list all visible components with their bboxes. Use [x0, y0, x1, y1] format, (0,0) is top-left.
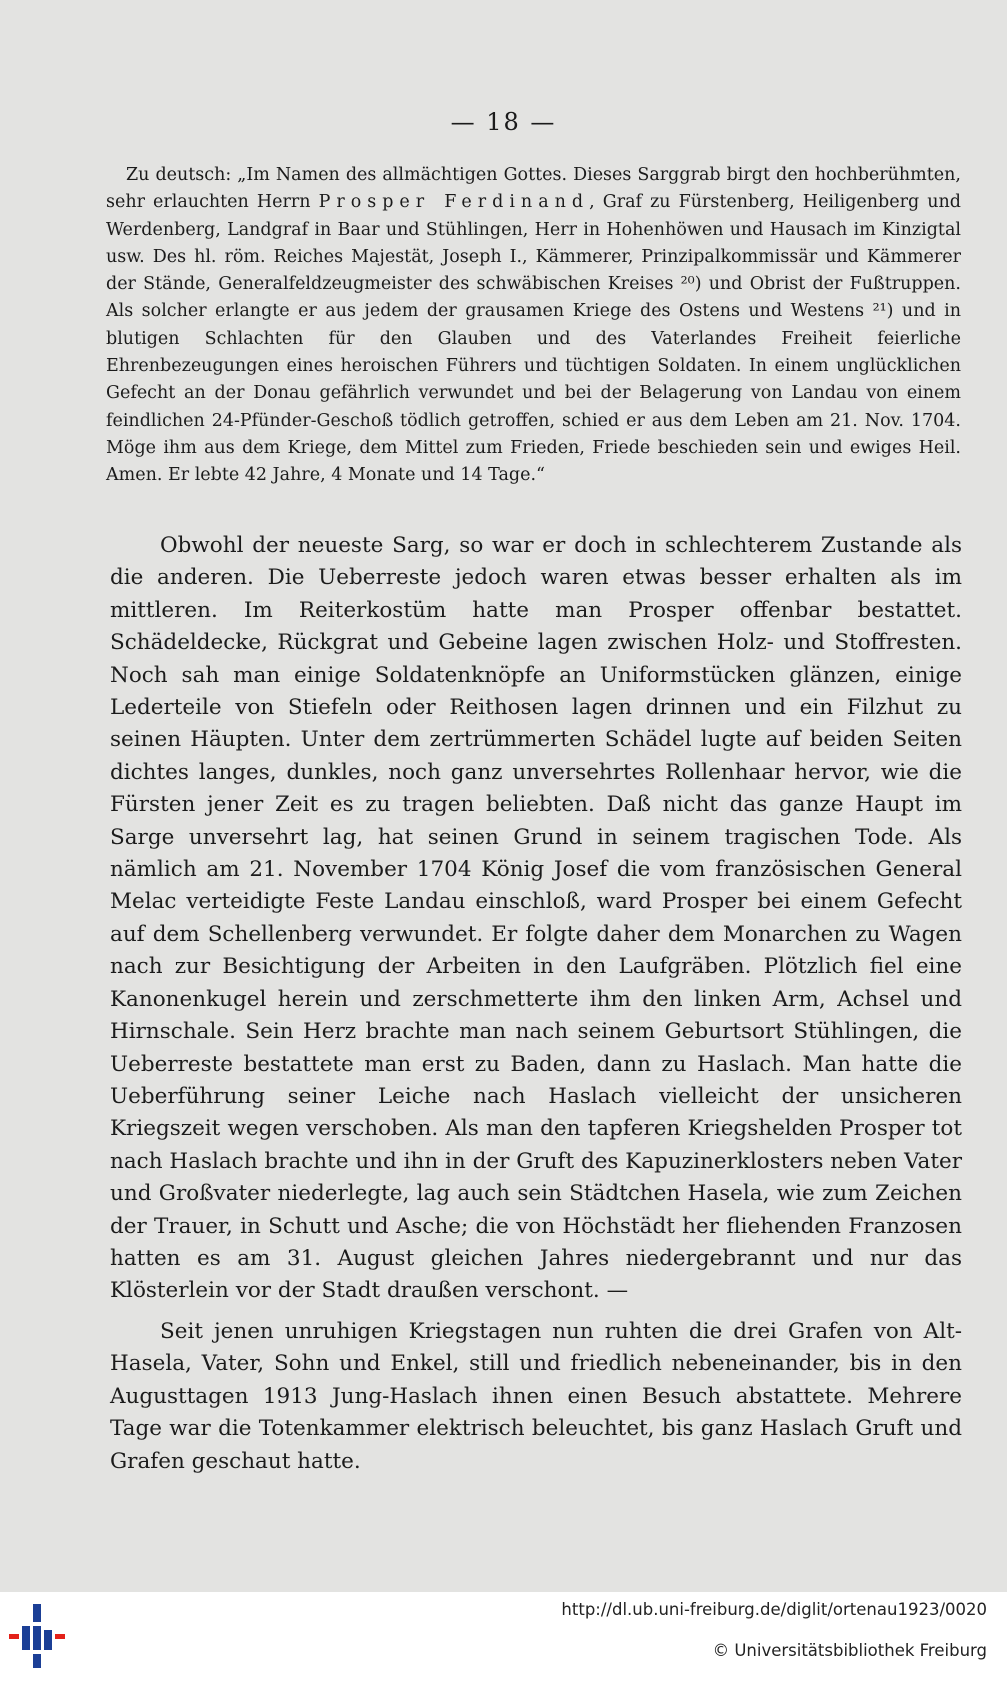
inscription-text-end: , Graf zu Fürstenberg, Heiligenberg und Werdenberg, Landgraf in Baar und Stühlingen, Herr in Hohenhöwen und Hausach im Kinzigtal usw. Des hl. röm. Reiches Majestät, Joseph I., Kämmerer, Prinzipalkommissär und Kämmerer der Stände, Generalfeldzeugmeister des schwäbischen Kreises ²⁰) und Obrist der Fußtruppen. Als solcher erlangte er aus jedem der grausamen Kriege des Ostens und Westens ²¹) und in blutigen Schlachten für den Glauben und des Vaterlandes Freiheit feierliche Ehrenbezeugungen eines heroischen Führers und tüchtigen Soldaten. In einem unglücklichen Gefecht an der Donau gefährlich verwundet und bei der Belagerung von Landau von einem feindlichen 24-Pfünder-Geschoß tödlich getroffen, schied er aus dem Leben am 21. Nov. 1704. Möge ihm aus dem Kriege, dem Mittel zum Frieden, Friede beschieden sein und ewiges Heil. Amen. Er lebte 42 Jahre, 4 Monate und 14 Tage.“ — [106, 192, 961, 486]
library-logo-icon — [6, 1600, 68, 1672]
document-url-link[interactable]: http://dl.ub.uni-freiburg.de/diglit/ortenau1923/0020 — [561, 1600, 987, 1619]
copyright-notice: © Universitätsbibliothek Freiburg — [712, 1641, 987, 1660]
inscription-name: Prosper Ferdinand — [318, 192, 590, 213]
inscription-text-start: Zu deutsch: „Im Namen des allmächtigen Gottes. Dieses Sarggrab birgt den hochberühmten, sehr erlauchten Herrn — [106, 165, 961, 213]
viewer-footer — [0, 1592, 1007, 1681]
paragraph-remains: Obwohl der neueste Sarg, so war er doch in schlechterem Zustande als die anderen. Die Ueberreste jedoch waren etwas besser erhalten als im mittleren. Im Reiterkostüm hatte man Prosper offenbar bestattet. Schädeldecke, Rückgrat und Gebeine lagen zwischen Holz- und Stoffresten. Noch sah man einige Soldatenknöpfe an Uniformstücken glänzen, einige Lederteile von Stiefeln oder Reithosen lagen drinnen und ein Filzhut zu seinen Häupten. Unter dem zertrümmerten Schädel lugte auf beiden Seiten dichtes langes, dunkles, noch ganz unversehrtes Rollenhaar hervor, wie die Fürsten jener Zeit es zu tragen beliebten. Daß nicht das ganze Haupt im Sarge unversehrt lag, hat seinen Grund in seinem tragischen Tode. Als nämlich am 21. November 1704 König Josef die vom französischen General Melac verteidigte Feste Landau einschloß, ward Prosper bei einem Gefecht auf dem Schellenberg verwundet. Er folgte daher dem Monarchen zu Wagen nach zur Besichtigung der Arbeiten in den Laufgräben. Plötzlich fiel eine Kanonenkugel herein und zerschmetterte ihm den linken Arm, Achsel und Hirnschale. Sein Herz brachte man nach seinem Geburtsort Stühlingen, die Ueberreste bestattete man erst zu Baden, dann zu Haslach. Man hatte die Ueberführung seiner Leiche nach Haslach vielleicht der unsicheren Kriegszeit wegen verschoben. Als man den tapferen Kriegshelden Prosper tot nach Haslach brachte und ihn in der Gruft des Kapuzinerklosters neben Vater und Großvater niederlegte, lag auch sein Städtchen Hasela, wie zum Zeichen der Trauer, in Schutt und Asche; die von Höchstädt her fliehenden Franzosen hatten es am 31. August gleichen Jahres niedergebrannt und nur das Klösterlein vor der Stadt draußen verschont. — — [110, 533, 962, 1304]
translated-inscription — [106, 162, 961, 490]
paragraph-visit: Seit jenen unruhigen Kriegstagen nun ruhten die drei Grafen von Alt-Hasela, Vater, Sohn und Enkel, still und friedlich nebeneinander, bis in den Augusttagen 1913 Jung-Haslach ihnen einen Besuch abstattete. Mehrere Tage war die Totenkammer elektrisch beleuchtet, bis ganz Haslach Gruft und Grafen geschaut hatte. — [110, 1319, 962, 1474]
page-number: — 18 — — [450, 108, 557, 136]
